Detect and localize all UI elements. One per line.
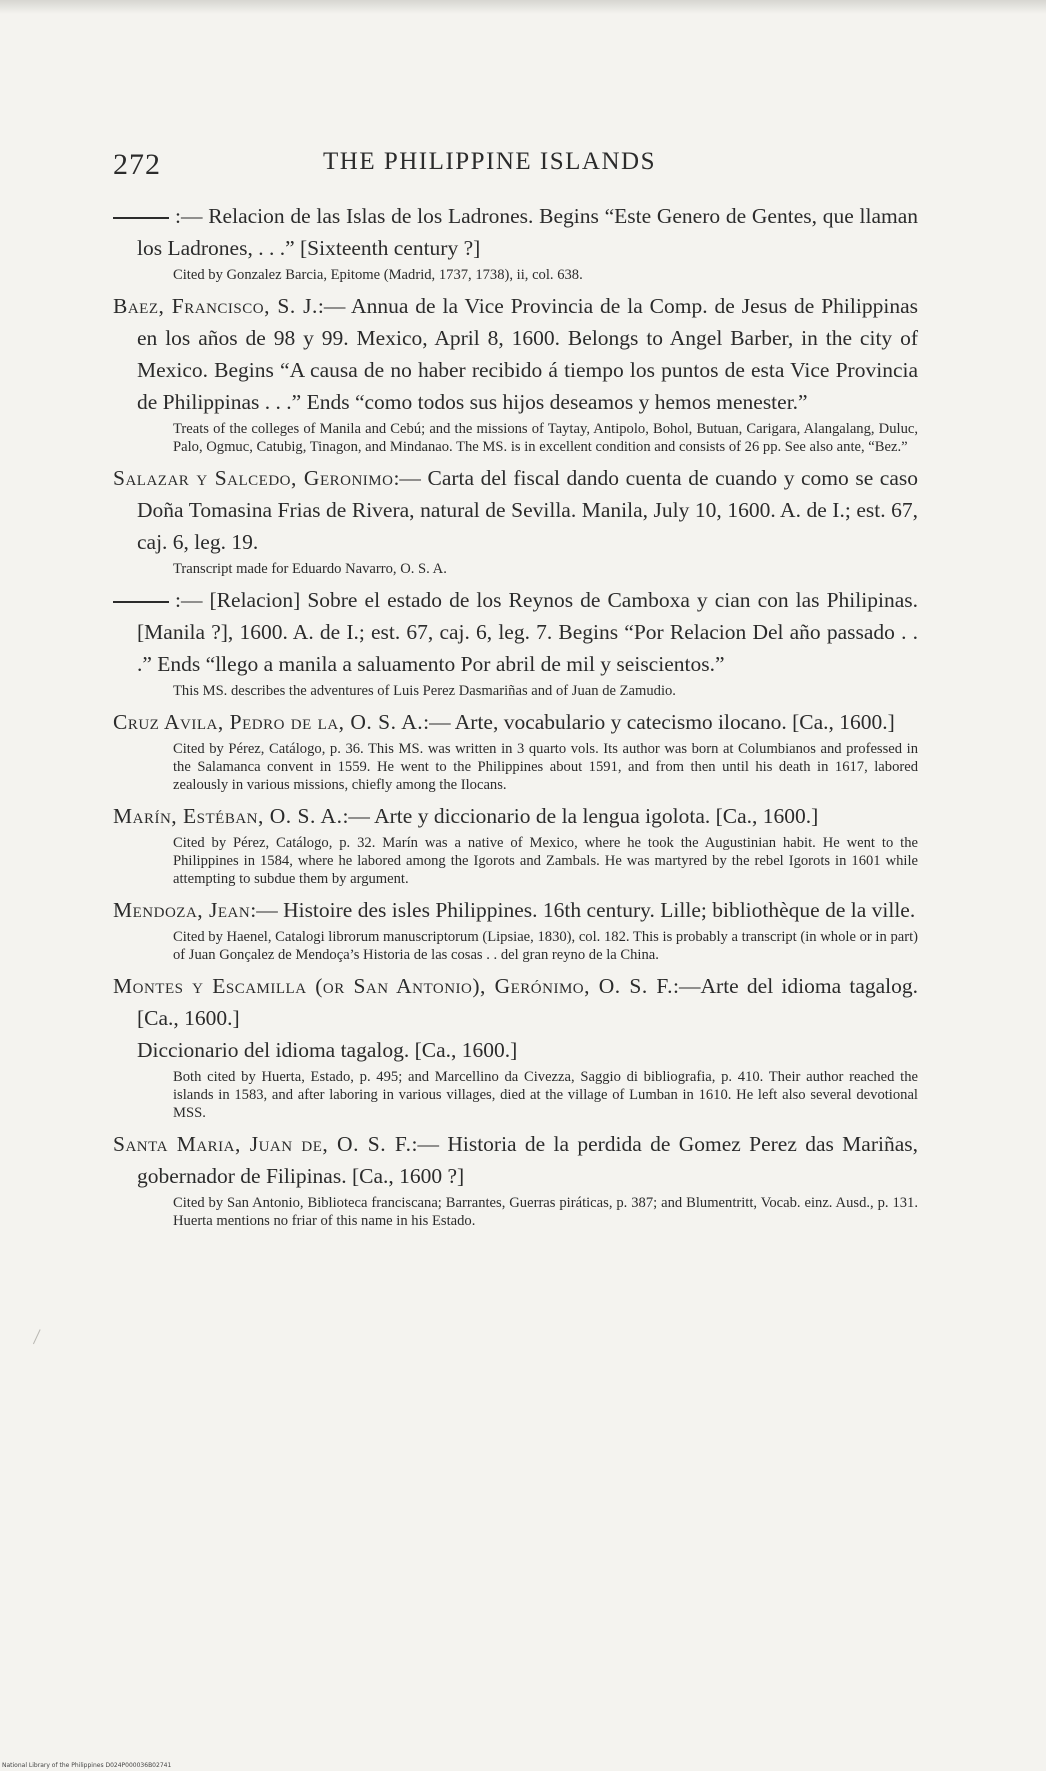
bibliography-entry [113, 290, 918, 456]
entry-note: Cited by Haenel, Catalogi librorum manuscriptorum (Lipsiae, 1830), col. 182. This is probably a transcript (in whole or in part) of Juan Gonçalez de Mendoça’s Historia de las cosas . . del gran reyno de la China. [173, 929, 918, 963]
entry-text: :— Historia de la perdida de Gomez Perez das Mariñas, gobernador de Filipinas. [Ca., 1600 ?] [137, 1132, 918, 1188]
bibliography-entry [113, 894, 918, 964]
entry-note: Cited by Pérez, Catálogo, p. 36. This MS. was written in 3 quarto vols. Its author was born at Columbianos and professed in the Salamanca convent in 1559. He went to the Philippines about 1591, and from then until his death in 1617, labored zealously in various missions, chiefly among the Ilocans. [173, 741, 918, 793]
scan-edge-shadow [0, 0, 1046, 14]
bibliography-entry [113, 706, 918, 794]
entry-text: :—Arte del idioma tagalog. [Ca., 1600.] [137, 974, 919, 1030]
bibliography-entry [113, 1128, 918, 1230]
document-page [113, 140, 918, 1236]
entry-author: Marín, Estéban, O. S. A. [113, 804, 343, 828]
entry-author: Santa Maria, Juan de, O. S. F. [113, 1132, 412, 1156]
entry-note: This MS. describes the adventures of Luis Perez Dasmariñas and of Juan de Zamudio. [173, 683, 676, 699]
entry-author: Mendoza, Jean [113, 898, 251, 922]
entry-text: :— Arte y diccionario de la lengua igolota. [Ca., 1600.] [342, 804, 819, 828]
entry-text: :— [Relacion] Sobre el estado de los Reynos de Camboxa y cian con las Philipinas. [Manila ?], 1600. A. de I.; est. 67, caj. 6, leg. 7. Begins “Por Relacion Del año passado . . .” Ends “llego a manila a saluamento Por abril de mil y seiscientos.” [137, 588, 918, 676]
ditto-dash [113, 217, 169, 219]
margin-mark [33, 1329, 46, 1346]
bibliography-entry [113, 800, 918, 888]
bibliography-entry [113, 970, 918, 1122]
running-title: THE PHILIPPINE ISLANDS [323, 148, 656, 175]
entry-text: :— Relacion de las Islas de los Ladrones. Begins “Este Genero de Gentes, que llaman los Ladrones, . . .” [Sixteenth century ?] [137, 204, 918, 260]
bibliography-entry [113, 462, 918, 578]
entry-note: Cited by San Antonio, Biblioteca franciscana; Barrantes, Guerras piráticas, p. 387; and Blumentritt, Vocab. einz. Ausd., p. 131. Huerta mentions no friar of this name in his Estado. [173, 1195, 918, 1229]
page-header [113, 140, 918, 190]
entry-note: Transcript made for Eduardo Navarro, O. S. A. [173, 561, 447, 577]
entry-subtext: Diccionario del idioma tagalog. [Ca., 1600.] [137, 1038, 518, 1062]
entry-note: Treats of the colleges of Manila and Cebú; and the missions of Taytay, Antipolo, Bohol, Butuan, Carigara, Alangalang, Duluc, Palo, Ogmuc, Catubig, Tinagon, and Mindanao. The MS. is in excellent condition and consists of 26 pp. See also ante, “Bez.” [173, 421, 918, 455]
bibliography-entry [113, 200, 918, 284]
ditto-dash [113, 601, 169, 603]
bibliography-entry [113, 584, 918, 700]
entry-note: Both cited by Huerta, Estado, p. 495; and Marcellino da Civezza, Saggio di bibliografia, p. 410. Their author reached the islands in 1583, and after laboring in various villages, died at the village of Lumban in 1610. He left also several devotional MSS. [173, 1069, 918, 1121]
entry-text: :— Arte, vocabulario y catecismo ilocano. [Ca., 1600.] [423, 710, 895, 734]
entry-text: :— Annua de la Vice Provincia de la Comp. de Jesus de Philippinas en los años de 98 y 99. Mexico, April 8, 1600. Belongs to Angel Barber, in the city of Mexico. Begins “A causa de no haber recibido á tiempo los puntos de esta Vice Provincia de Philippinas . . .” Ends “como todos sus hijos deseamos y hemos menester.” [137, 294, 918, 414]
entry-text: :— Histoire des isles Philippines. 16th century. Lille; bibliothèque de la ville. [250, 898, 916, 922]
library-tag: National Library of the Philippines D024P000036B02741 [2, 1762, 172, 1769]
entry-note: Cited by Pérez, Catálogo, p. 32. Marín was a native of Mexico, where he took the Augustinian habit. He went to the Philippines in 1584, where he labored among the Igorots and Zambals. He was martyred by the rebel Igorots in 1601 while attempting to subdue them by argument. [173, 835, 918, 887]
entry-author: Salazar y Salcedo, Geronimo [113, 466, 394, 490]
entry-author: Baez, Francisco, S. J. [113, 294, 318, 318]
entry-author: Cruz Avila, Pedro de la, O. S. A. [113, 710, 424, 734]
entry-text: :— Carta del fiscal dando cuenta de cuando y como se caso Doña Tomasina Frias de Rivera, natural de Sevilla. Manila, July 10, 1600. A. de I.; est. 67, caj. 6, leg. 19. [137, 466, 918, 554]
page-number: 272 [113, 148, 161, 181]
entry-note: Cited by Gonzalez Barcia, Epitome (Madrid, 1737, 1738), ii, col. 638. [173, 267, 583, 283]
entry-author: Montes y Escamilla (or San Antonio), Gerónimo, O. S. F. [113, 974, 674, 998]
